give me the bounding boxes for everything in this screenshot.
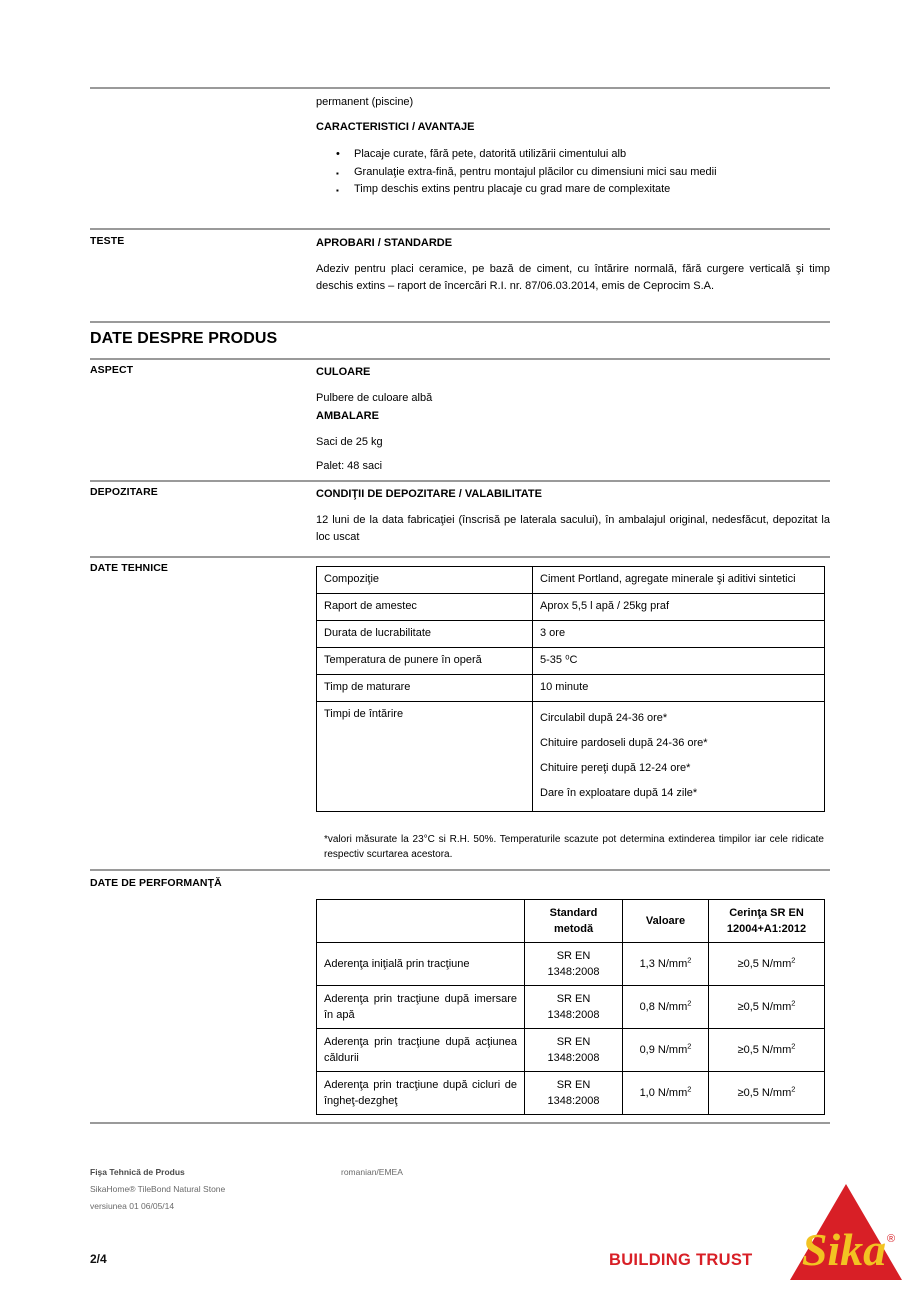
cell-value: Aprox 5,5 l apă / 25kg praf <box>533 594 825 621</box>
features-heading: CARACTERISTICI / AVANTAJE <box>316 121 475 133</box>
table-row <box>317 702 825 812</box>
requirement-exponent: 2 <box>791 955 796 965</box>
list-item-text: Granulaţie extra-fină, pentru montajul plăcilor cu dimensiuni mici sau medii <box>354 165 717 178</box>
table-row <box>317 567 825 594</box>
cell-standard: SR EN 1348:2008 <box>525 943 623 986</box>
cell-standard: SR EN 1348:2008 <box>525 1029 623 1072</box>
table-row <box>317 621 825 648</box>
table-row <box>317 943 825 986</box>
bullet-square-icon: ▪ <box>336 168 339 178</box>
requirement-text: ≥0,5 N/mm <box>737 1044 792 1056</box>
table-row <box>317 594 825 621</box>
technical-data-table <box>316 566 825 812</box>
cell-value: 10 minute <box>533 675 825 702</box>
value-text: 1,0 N/mm <box>639 1087 688 1099</box>
cell-key: Timpi de întărire <box>317 702 533 812</box>
cell-property: Aderenţa prin tracţiune după cicluri de îngheţ-dezgheţ <box>317 1072 525 1115</box>
ambalare-line1: Saci de 25 kg <box>316 436 383 448</box>
teste-heading: APROBARI / STANDARDE <box>316 237 453 249</box>
cell-value <box>623 986 709 1029</box>
cell-requirement <box>709 986 825 1029</box>
table-row <box>317 1072 825 1115</box>
requirement-exponent: 2 <box>791 998 796 1008</box>
hardening-line: Chituire pereţi după 12-24 ore* <box>540 762 691 774</box>
cell-value: 3 ore <box>533 621 825 648</box>
technical-footnote: *valori măsurate la 23°C si R.H. 50%. Temperaturile scazute pot determina extinderea timpilor iar cele ridicate respectiv scurtarea acestora. <box>324 834 824 860</box>
value-exponent: 2 <box>687 1084 692 1094</box>
divider-depozitare <box>90 480 830 482</box>
list-item-text: Timp deschis extins pentru placaje cu grad mare de complexitate <box>354 183 671 195</box>
page-section-title: DATE DESPRE PRODUS <box>90 330 278 347</box>
cell-requirement <box>709 1029 825 1072</box>
table-header-row <box>317 900 825 943</box>
cell-header-valoare: Valoare <box>623 900 709 943</box>
value-exponent: 2 <box>687 998 692 1008</box>
cell-standard: SR EN 1348:2008 <box>525 986 623 1029</box>
hardening-line: Dare în exploatare după 14 zile* <box>540 787 698 799</box>
cell-value <box>623 1072 709 1115</box>
footer-product: SikaHome® TileBond Natural Stone <box>90 1184 226 1194</box>
depozitare-heading: CONDIŢII DE DEPOZITARE / VALABILITATE <box>316 488 542 500</box>
performance-data-table <box>316 899 825 1115</box>
cell-property: Aderenţa prin tracţiune după acţiunea căldurii <box>317 1029 525 1072</box>
cell-header-standard: Standard metodă <box>525 900 623 943</box>
hardening-line: Circulabil după 24-36 ore* <box>540 712 668 724</box>
list-item <box>316 181 830 199</box>
sika-logo <box>786 1180 906 1285</box>
cell-property: Aderenţa iniţială prin tracţiune <box>317 943 525 986</box>
cell-value: 5-35 ⁰C <box>533 648 825 675</box>
cell-requirement <box>709 943 825 986</box>
requirement-text: ≥0,5 N/mm <box>737 1001 792 1013</box>
ambalare-line2: Palet: 48 saci <box>316 460 383 472</box>
divider-aspect <box>90 358 830 360</box>
table-row <box>317 675 825 702</box>
divider-footer <box>90 1122 830 1124</box>
cell-key: Durata de lucrabilitate <box>317 621 533 648</box>
tagline-building-trust: BUILDING TRUST <box>609 1251 753 1269</box>
label-date-tehnice: DATE TEHNICE <box>90 562 169 574</box>
label-depozitare: DEPOZITARE <box>90 486 158 498</box>
cell-value-hardening <box>533 702 825 812</box>
requirement-exponent: 2 <box>791 1041 796 1051</box>
depozitare-body: 12 luni de la data fabricaţiei (înscrisă pe laterala sacului), în ambalajul original, nedesfăcut, depozitat la loc uscat <box>316 514 830 543</box>
value-text: 0,8 N/mm <box>639 1001 688 1013</box>
registered-mark-icon: ® <box>887 1233 896 1245</box>
label-date-performanta: DATE DE PERFORMANŢĂ <box>90 877 222 889</box>
cell-key: Compoziţie <box>317 567 533 594</box>
value-text: 0,9 N/mm <box>639 1044 688 1056</box>
divider-top <box>90 87 830 89</box>
features-list <box>316 146 830 199</box>
divider-performanta <box>90 869 830 871</box>
requirement-text: ≥0,5 N/mm <box>737 958 792 970</box>
cell-value <box>623 943 709 986</box>
value-exponent: 2 <box>687 1041 692 1051</box>
cell-header-blank <box>317 900 525 943</box>
value-exponent: 2 <box>687 955 692 965</box>
cell-key: Timp de maturare <box>317 675 533 702</box>
cell-standard: SR EN 1348:2008 <box>525 1072 623 1115</box>
list-item-text: Placaje curate, fără pete, datorită utilizării cimentului alb <box>354 148 627 160</box>
list-item <box>316 146 830 164</box>
cell-value <box>623 1029 709 1072</box>
cell-header-cerinta: Cerinţa SR EN 12004+A1:2012 <box>709 900 825 943</box>
list-item <box>316 164 830 182</box>
value-text: 1,3 N/mm <box>639 958 688 970</box>
bullet-dot-icon: • <box>336 148 340 160</box>
continuation-text: permanent (piscine) <box>316 96 414 108</box>
cell-requirement <box>709 1072 825 1115</box>
divider-section <box>90 321 830 323</box>
table-row <box>317 986 825 1029</box>
cell-property: Aderenţa prin tracţiune după imersare în apă <box>317 986 525 1029</box>
footer-locale: romanian/EMEA <box>341 1167 403 1177</box>
requirement-text: ≥0,5 N/mm <box>737 1087 792 1099</box>
culoare-value: Pulbere de culoare albă <box>316 392 433 404</box>
sika-wordmark: Sika <box>801 1224 887 1275</box>
ambalare-heading: AMBALARE <box>316 410 379 422</box>
footer-doc-type: Fişa Tehnică de Produs <box>90 1167 185 1177</box>
cell-key: Raport de amestec <box>317 594 533 621</box>
table-row <box>317 1029 825 1072</box>
teste-body: Adeziv pentru placi ceramice, pe bază de ciment, cu întărire normală, fără curgere verticală şi timp deschis extins – raport de încercări R.I. nr. 87/06.03.2014, emis de Ceprocim S.A. <box>316 263 830 292</box>
hardening-line: Chituire pardoseli după 24-36 ore* <box>540 737 708 749</box>
footer-version: versiunea 01 06/05/14 <box>90 1201 175 1211</box>
requirement-exponent: 2 <box>791 1084 796 1094</box>
label-aspect: ASPECT <box>90 364 134 376</box>
cell-key: Temperatura de punere în operă <box>317 648 533 675</box>
sika-logo-svg <box>786 1180 906 1285</box>
label-teste: TESTE <box>90 235 125 247</box>
culoare-heading: CULOARE <box>316 366 371 378</box>
bullet-square-icon: ▪ <box>336 186 339 195</box>
page-number: 2/4 <box>90 1252 107 1266</box>
cell-value: Ciment Portland, agregate minerale şi aditivi sintetici <box>533 567 825 594</box>
divider-date-tehnice <box>90 556 830 558</box>
table-row <box>317 648 825 675</box>
divider-teste <box>90 228 830 230</box>
